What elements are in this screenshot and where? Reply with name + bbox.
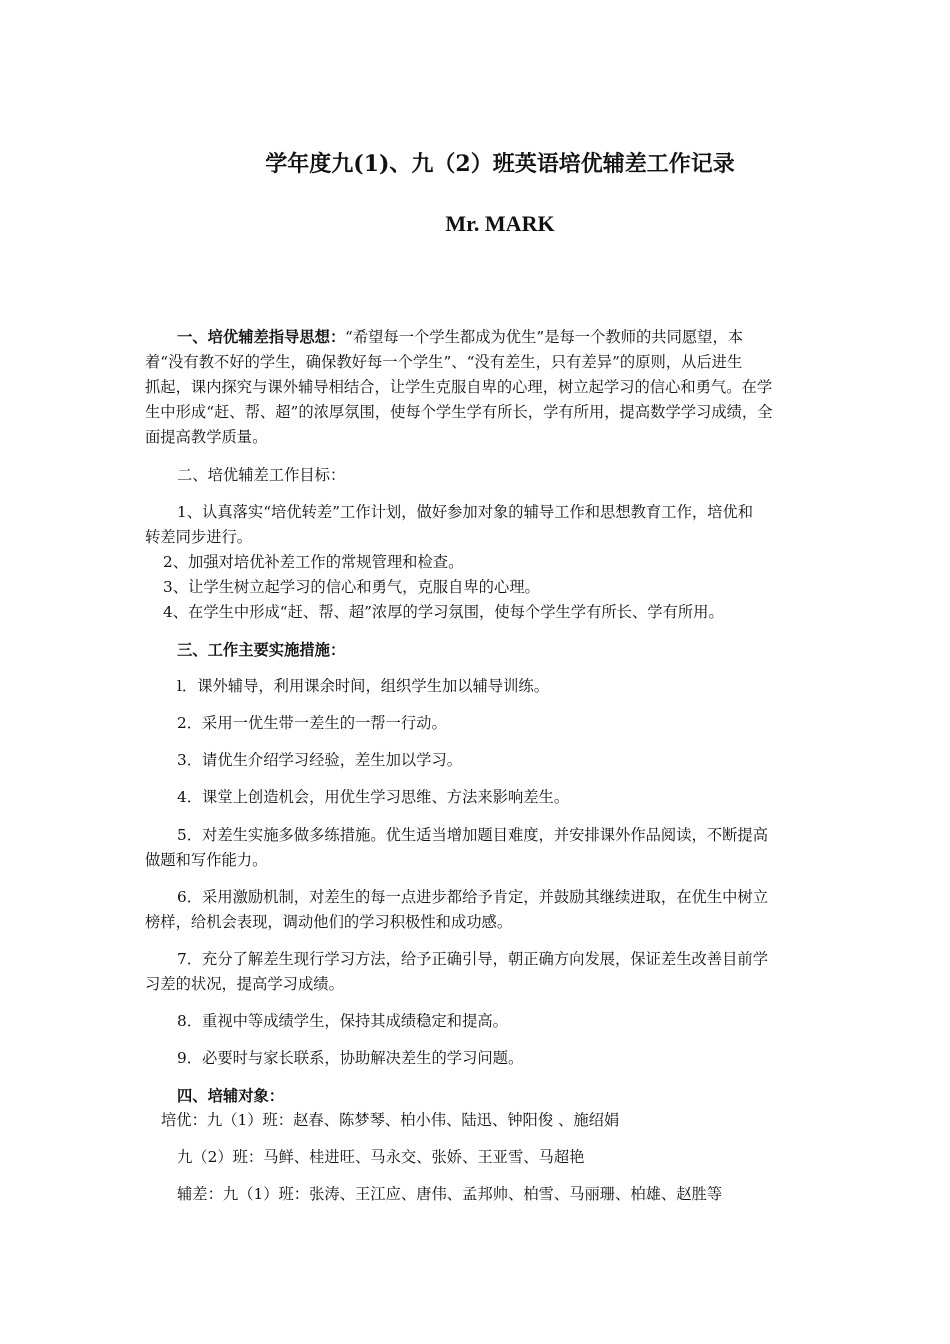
measure-item: 习差的状况，提高学习成绩。 bbox=[145, 975, 344, 993]
section1-line: 生中形成“赶、帮、超”的浓厚氛围，使每个学生学有所长，学有所用，提高数学学习成绩，全 bbox=[145, 403, 773, 421]
section3-heading: 三、工作主要实施措施： bbox=[177, 641, 346, 659]
section1-line: 面提高教学质量。 bbox=[145, 428, 268, 446]
measure-item: 8．重视中等成绩学生，保持其成绩稳定和提高。 bbox=[177, 1012, 508, 1030]
measure-item: 4．课堂上创造机会，用优生学习思维、方法来影响差生。 bbox=[177, 788, 570, 806]
measure-item: 5．对差生实施多做多练措施。优生适当增加题目难度，并安排课外作品阅读，不断提高 bbox=[177, 826, 769, 844]
measure-item: 做题和写作能力。 bbox=[145, 851, 268, 869]
measure-item: l．课外辅导，利用课余时间，组织学生加以辅导训练。 bbox=[177, 677, 550, 695]
section2-line: 3、让学生树立起学习的信心和勇气，克服自卑的心理。 bbox=[163, 578, 540, 596]
measure-item: 2．采用一优生带一差生的一帮一行动。 bbox=[177, 714, 447, 732]
section2-line: 1、认真落实“培优转差”工作计划，做好参加对象的辅导工作和思想教育工作，培优和 bbox=[177, 503, 754, 521]
measure-item: 6．采用激励机制，对差生的每一点进步都给予肯定，并鼓励其继续进取，在优生中树立 bbox=[177, 888, 769, 906]
section4-heading: 四、培辅对象： bbox=[177, 1087, 285, 1105]
target-line: 培优：九（1）班：赵春、陈梦琴、柏小伟、陆迅、钟阳俊 、施绍娟 bbox=[161, 1111, 620, 1129]
measure-item: 榜样，给机会表现，调动他们的学习积极性和成功感。 bbox=[145, 913, 513, 931]
section2-line: 转差同步进行。 bbox=[145, 528, 253, 546]
section1-line: 抓起，课内探究与课外辅导相结合，让学生克服自卑的心理，树立起学习的信心和勇气。在学 bbox=[145, 378, 773, 396]
target-line: 九（2）班：马鲜、桂进旺、马永交、张娇、王亚雪、马超艳 bbox=[177, 1148, 585, 1166]
measure-item: 7．充分了解差生现行学习方法，给予正确引导，朝正确方向发展，保证差生改善目前学 bbox=[177, 950, 769, 968]
measure-item: 9．必要时与家长联系，协助解决差生的学习问题。 bbox=[177, 1049, 524, 1067]
document-title: 学年度九(1)、九（2）班英语培优辅差工作记录 bbox=[265, 151, 735, 177]
section2-line: 2、加强对培优补差工作的常规管理和检查。 bbox=[163, 553, 464, 571]
target-line: 辅差：九（1）班：张涛、王江应、唐伟、孟邦帅、柏雪、马丽珊、柏雄、赵胜等 bbox=[177, 1185, 723, 1203]
section1-heading: 一、培优辅差指导思想： bbox=[177, 328, 346, 346]
section1-line: “希望每一个学生都成为优生”是每一个教师的共同愿望，本 bbox=[345, 328, 744, 346]
document-author: Mr. MARK bbox=[445, 211, 555, 236]
section2-heading: 二、培优辅差工作目标： bbox=[177, 466, 346, 484]
measure-item: 3．请优生介绍学习经验，差生加以学习。 bbox=[177, 751, 463, 769]
section2-line: 4、在学生中形成“赶、帮、超”浓厚的学习氛围，使每个学生学有所长、学有所用。 bbox=[163, 603, 724, 621]
section1-line: 着“没有教不好的学生，确保教好每一个学生”、“没有差生，只有差异”的原则，从后进生 bbox=[145, 353, 743, 371]
